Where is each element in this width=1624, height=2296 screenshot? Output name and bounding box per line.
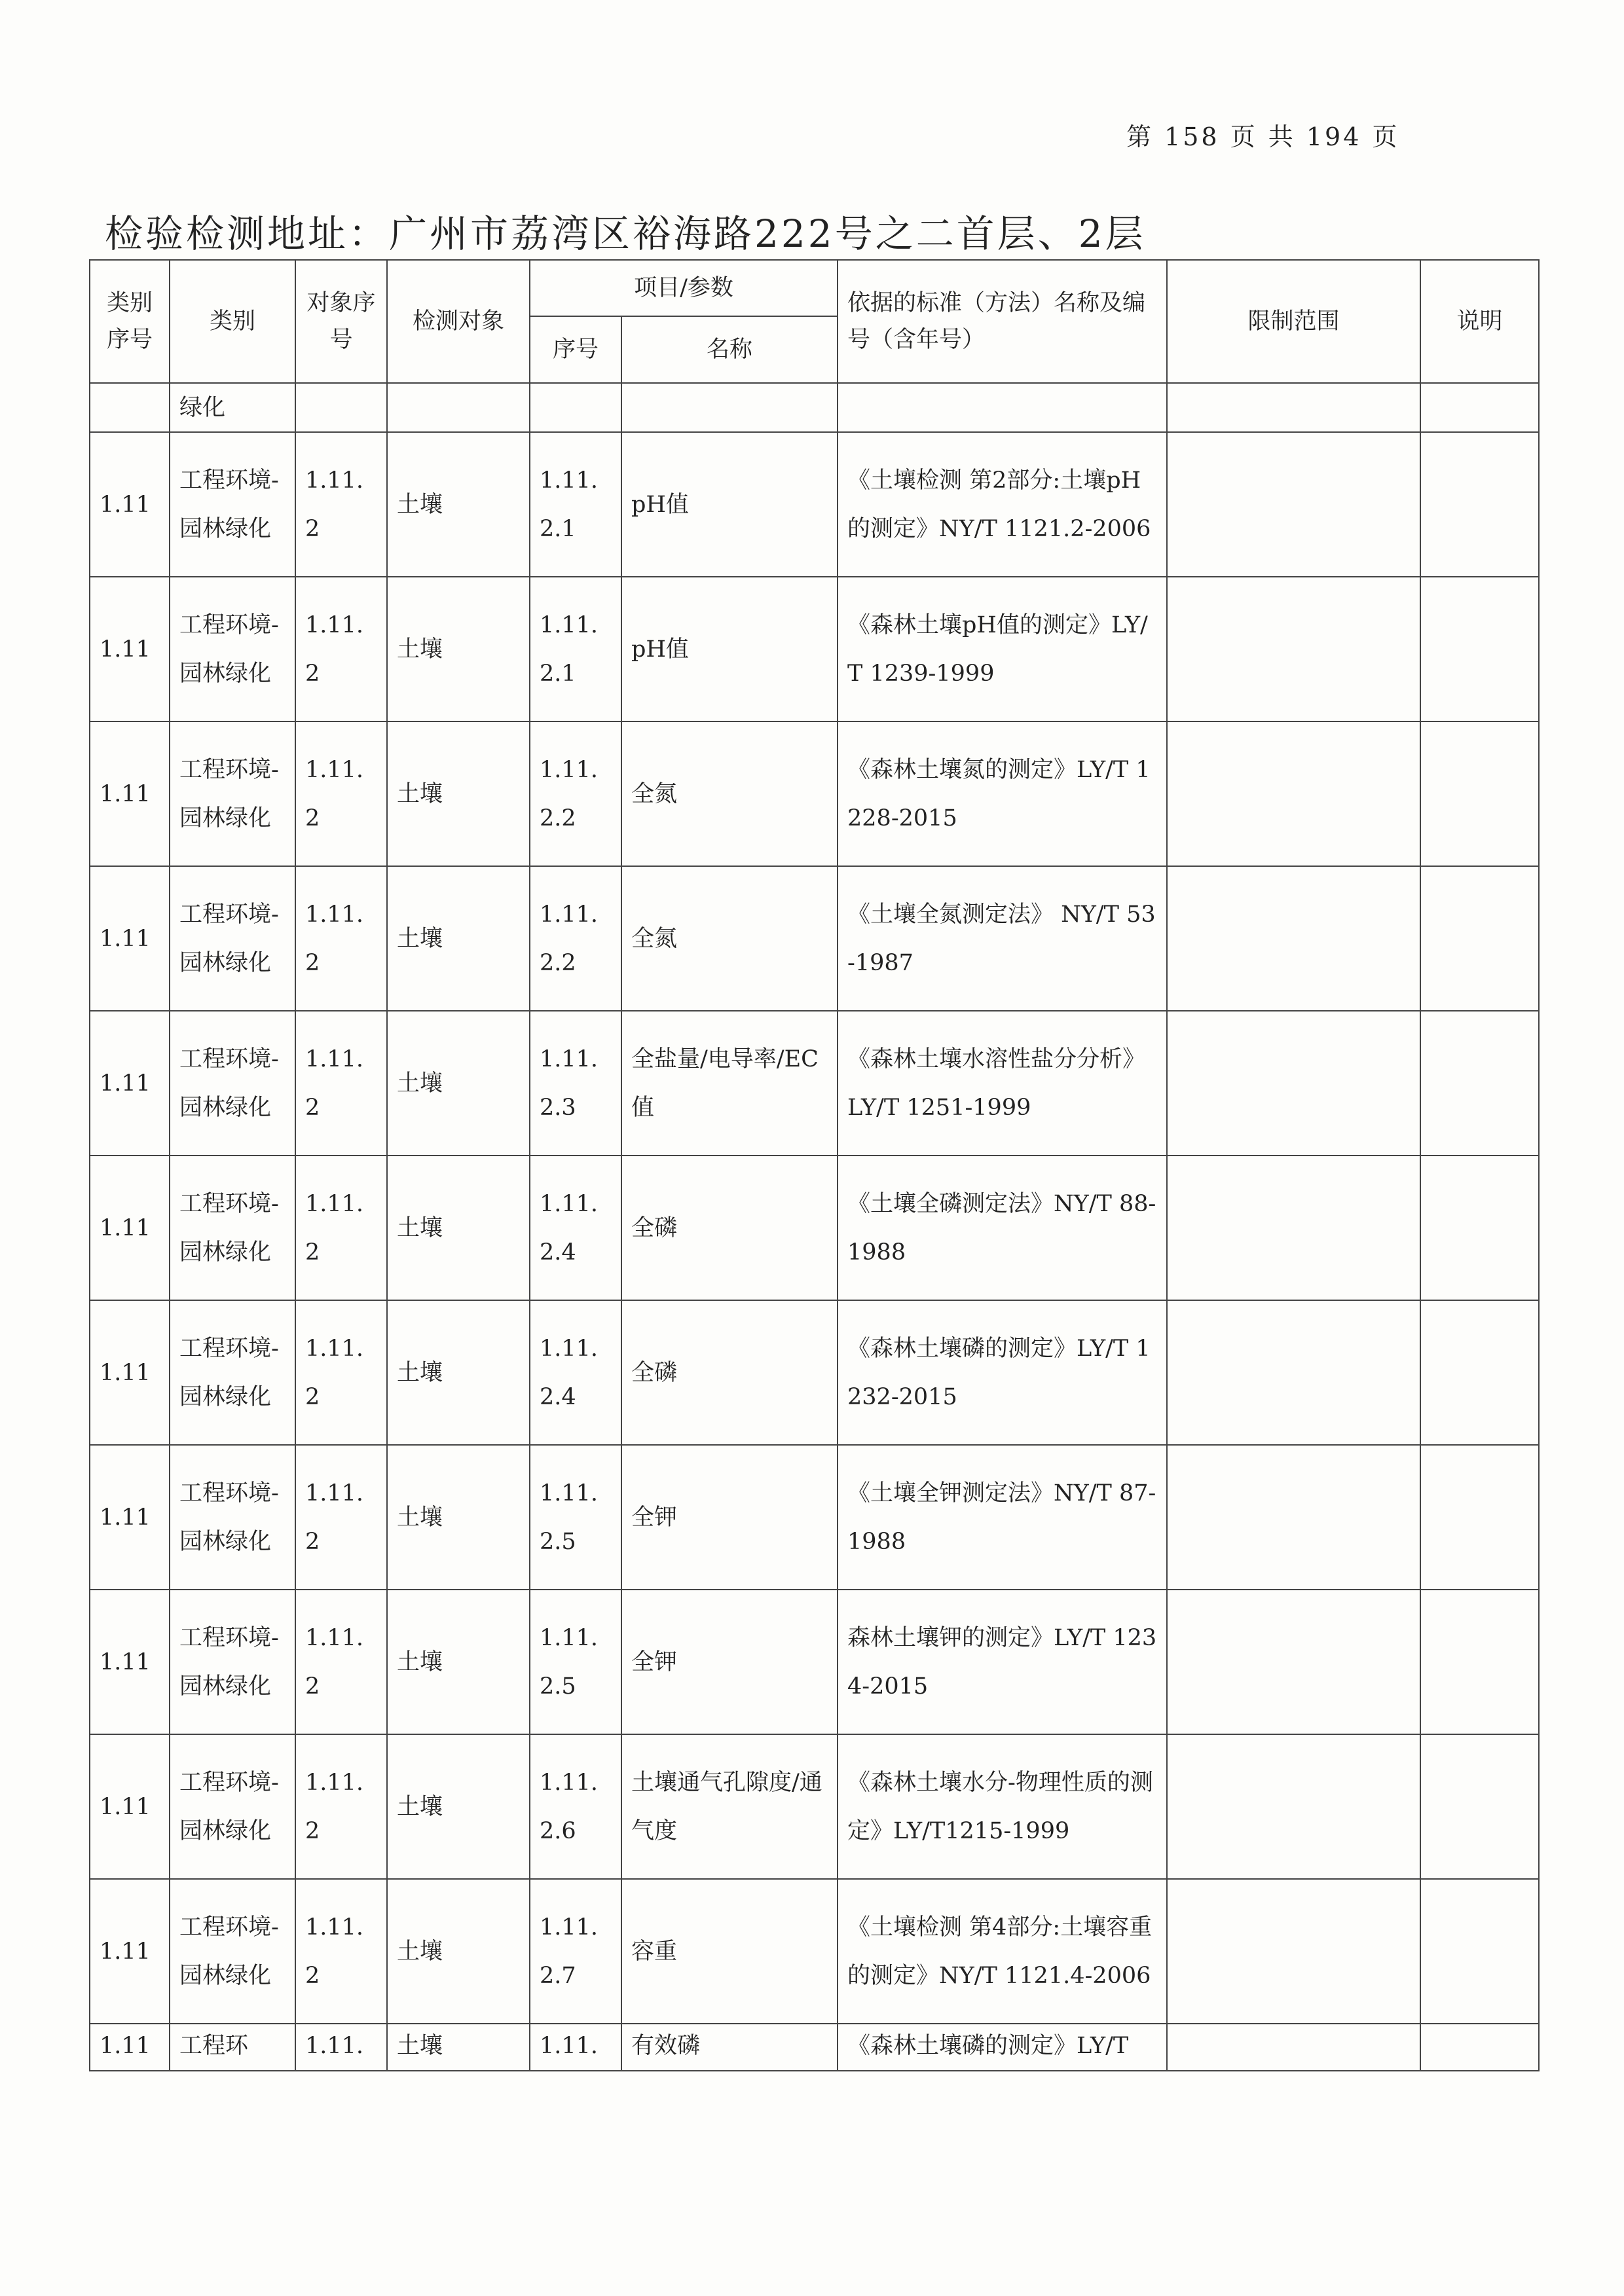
header-obj-no: 对象序号: [295, 260, 387, 383]
header-item-name: 名称: [621, 316, 838, 383]
header-object: 检测对象: [387, 260, 530, 383]
cell-item-name: pH值: [621, 577, 838, 721]
header-standard: 依据的标准（方法）名称及编号（含年号）: [838, 260, 1167, 383]
cell-category: 工程环境-园林绿化: [170, 1011, 295, 1156]
cell-item-name: 全钾: [621, 1590, 838, 1734]
cell-category: 工程环境-园林绿化: [170, 1156, 295, 1300]
header-note: 说明: [1420, 260, 1539, 383]
cell-category: 工程环境-园林绿化: [170, 577, 295, 721]
cell-limit: [1167, 1011, 1420, 1156]
cell-note: [1420, 577, 1539, 721]
header-cat-no: 类别序号: [90, 260, 170, 383]
cell-standard: 森林土壤钾的测定》LY/T 1234-2015: [838, 1590, 1167, 1734]
header-row: [90, 260, 1539, 316]
cell-obj-no: 1.11.: [295, 2024, 387, 2071]
cell-limit: [1167, 1300, 1420, 1445]
cell-limit: [1167, 1879, 1420, 2024]
cell-obj-no: [295, 383, 387, 432]
cell-standard: 《土壤检测 第2部分:土壤pH的测定》NY/T 1121.2-2006: [838, 432, 1167, 577]
cell-object: [387, 383, 530, 432]
cell-category: 工程环境-园林绿化: [170, 1300, 295, 1445]
cell-category: 工程环境-园林绿化: [170, 1445, 295, 1590]
cell-cat-no: 1.11: [90, 1445, 170, 1590]
cell-item-no: 1.11.2.4: [530, 1300, 621, 1445]
cell-obj-no: 1.11.2: [295, 1590, 387, 1734]
header-limit: 限制范围: [1167, 260, 1420, 383]
cell-obj-no: 1.11.2: [295, 1156, 387, 1300]
cell-object: 土壤: [387, 1156, 530, 1300]
cell-standard: 《森林土壤水溶性盐分分析》LY/T 1251-1999: [838, 1011, 1167, 1156]
cell-object: 土壤: [387, 1300, 530, 1445]
cell-limit: [1167, 1590, 1420, 1734]
cell-cat-no: 1.11: [90, 721, 170, 866]
cell-category: 工程环境-园林绿化: [170, 1590, 295, 1734]
table-row: [90, 1590, 1539, 1734]
cell-object: 土壤: [387, 1734, 530, 1879]
cell-obj-no: 1.11.2: [295, 866, 387, 1011]
cell-limit: [1167, 1445, 1420, 1590]
cell-category: 绿化: [170, 383, 295, 432]
cell-cat-no: 1.11: [90, 577, 170, 721]
cell-cat-no: 1.11: [90, 1300, 170, 1445]
cell-item-name: 有效磷: [621, 2024, 838, 2071]
cell-limit: [1167, 866, 1420, 1011]
cell-item-name: 全磷: [621, 1300, 838, 1445]
page-title: 检验检测地址：广州市荔湾区裕海路222号之二首层、2层: [105, 211, 1146, 256]
table-row: [90, 383, 1539, 432]
cell-standard: 《土壤全氮测定法》 NY/T 53-1987: [838, 866, 1167, 1011]
table-row: [90, 432, 1539, 577]
cell-cat-no: 1.11: [90, 1011, 170, 1156]
table-row: [90, 577, 1539, 721]
cell-item-no: 1.11.2.4: [530, 1156, 621, 1300]
table-row: [90, 1300, 1539, 1445]
cell-category: 工程环境-园林绿化: [170, 432, 295, 577]
cell-standard: 《土壤检测 第4部分:土壤容重的测定》NY/T 1121.4-2006: [838, 1879, 1167, 2024]
cell-note: [1420, 1300, 1539, 1445]
table-row: [90, 2024, 1539, 2071]
cell-item-no: 1.11.2.1: [530, 432, 621, 577]
cell-note: [1420, 1011, 1539, 1156]
cell-item-no: 1.11.2.2: [530, 721, 621, 866]
cell-standard: 《森林土壤磷的测定》LY/T: [838, 2024, 1167, 2071]
cell-item-no: 1.11.2.7: [530, 1879, 621, 2024]
cell-note: [1420, 1590, 1539, 1734]
cell-cat-no: 1.11: [90, 866, 170, 1011]
cell-limit: [1167, 432, 1420, 577]
table-row: [90, 1879, 1539, 2024]
cell-obj-no: 1.11.2: [295, 1011, 387, 1156]
cell-item-name: 容重: [621, 1879, 838, 2024]
cell-object: 土壤: [387, 721, 530, 866]
cell-cat-no: 1.11: [90, 1156, 170, 1300]
cell-item-no: 1.11.2.5: [530, 1445, 621, 1590]
cell-note: [1420, 866, 1539, 1011]
cell-item-name: 土壤通气孔隙度/通气度: [621, 1734, 838, 1879]
cell-limit: [1167, 1156, 1420, 1300]
cell-cat-no: 1.11: [90, 1734, 170, 1879]
cell-category: 工程环境-园林绿化: [170, 1734, 295, 1879]
cell-item-no: 1.11.2.3: [530, 1011, 621, 1156]
cell-note: [1420, 1156, 1539, 1300]
cell-category: 工程环境-园林绿化: [170, 1879, 295, 2024]
cell-item-name: 全氮: [621, 866, 838, 1011]
cell-category: 工程环: [170, 2024, 295, 2071]
cell-item-no: 1.11.2.2: [530, 866, 621, 1011]
cell-standard: 《土壤全磷测定法》NY/T 88-1988: [838, 1156, 1167, 1300]
cell-item-name: pH值: [621, 432, 838, 577]
accreditation-table: [89, 259, 1540, 2071]
cell-note: [1420, 432, 1539, 577]
cell-cat-no: 1.11: [90, 2024, 170, 2071]
cell-limit: [1167, 577, 1420, 721]
cell-note: [1420, 1445, 1539, 1590]
cell-standard: 《森林土壤水分-物理性质的测定》LY/T1215-1999: [838, 1734, 1167, 1879]
header-item-group: 项目/参数: [530, 260, 838, 316]
table-row: [90, 866, 1539, 1011]
table-row: [90, 1734, 1539, 1879]
cell-item-name: 全磷: [621, 1156, 838, 1300]
header-item-no: 序号: [530, 316, 621, 383]
cell-item-no: 1.11.: [530, 2024, 621, 2071]
cell-standard: 《森林土壤磷的测定》LY/T 1232-2015: [838, 1300, 1167, 1445]
cell-obj-no: 1.11.2: [295, 1734, 387, 1879]
cell-item-name: 全盐量/电导率/EC值: [621, 1011, 838, 1156]
cell-obj-no: 1.11.2: [295, 1300, 387, 1445]
cell-obj-no: 1.11.2: [295, 1879, 387, 2024]
cell-limit: [1167, 383, 1420, 432]
cell-category: 工程环境-园林绿化: [170, 866, 295, 1011]
cell-item-no: 1.11.2.1: [530, 577, 621, 721]
cell-cat-no: [90, 383, 170, 432]
cell-limit: [1167, 2024, 1420, 2071]
cell-limit: [1167, 721, 1420, 866]
cell-object: 土壤: [387, 1590, 530, 1734]
cell-object: 土壤: [387, 1879, 530, 2024]
cell-object: 土壤: [387, 2024, 530, 2071]
cell-cat-no: 1.11: [90, 1879, 170, 2024]
table-row: [90, 1445, 1539, 1590]
cell-note: [1420, 1734, 1539, 1879]
cell-note: [1420, 1879, 1539, 2024]
cell-standard: [838, 383, 1167, 432]
cell-object: 土壤: [387, 1011, 530, 1156]
cell-object: 土壤: [387, 1445, 530, 1590]
cell-standard: 《土壤全钾测定法》NY/T 87-1988: [838, 1445, 1167, 1590]
cell-object: 土壤: [387, 577, 530, 721]
cell-object: 土壤: [387, 866, 530, 1011]
cell-item-name: 全氮: [621, 721, 838, 866]
cell-object: 土壤: [387, 432, 530, 577]
header-category: 类别: [170, 260, 295, 383]
cell-standard: 《森林土壤氮的测定》LY/T 1228-2015: [838, 721, 1167, 866]
page-number: 第 158 页 共 194 页: [1126, 122, 1400, 151]
cell-item-name: [621, 383, 838, 432]
cell-obj-no: 1.11.2: [295, 432, 387, 577]
cell-note: [1420, 383, 1539, 432]
cell-category: 工程环境-园林绿化: [170, 721, 295, 866]
table-row: [90, 1156, 1539, 1300]
cell-cat-no: 1.11: [90, 432, 170, 577]
cell-item-no: [530, 383, 621, 432]
table-row: [90, 1011, 1539, 1156]
table-row: [90, 721, 1539, 866]
cell-standard: 《森林土壤pH值的测定》LY/T 1239-1999: [838, 577, 1167, 721]
cell-item-no: 1.11.2.5: [530, 1590, 621, 1734]
cell-obj-no: 1.11.2: [295, 1445, 387, 1590]
cell-obj-no: 1.11.2: [295, 577, 387, 721]
cell-cat-no: 1.11: [90, 1590, 170, 1734]
cell-obj-no: 1.11.2: [295, 721, 387, 866]
cell-item-no: 1.11.2.6: [530, 1734, 621, 1879]
cell-limit: [1167, 1734, 1420, 1879]
cell-note: [1420, 2024, 1539, 2071]
cell-item-name: 全钾: [621, 1445, 838, 1590]
cell-note: [1420, 721, 1539, 866]
